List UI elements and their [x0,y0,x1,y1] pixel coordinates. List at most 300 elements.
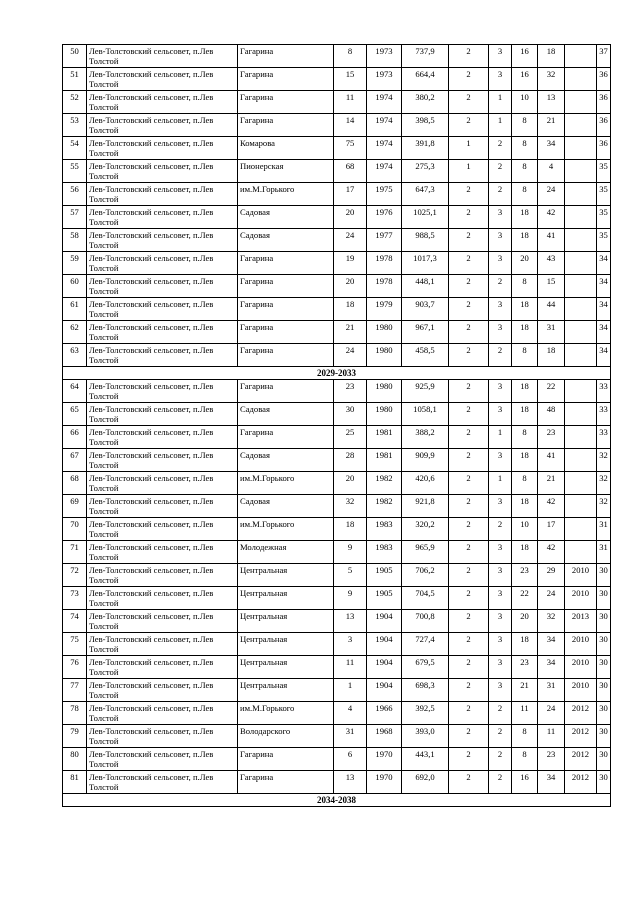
residents-cell: 24 [538,587,565,609]
row-number: 65 [63,403,87,425]
table-row [63,610,611,633]
entrances-cell: 3 [489,380,512,402]
residents-cell: 32 [538,68,565,90]
residents-cell: 24 [538,702,565,724]
wear-percent-cell: 32 [597,449,611,471]
repair-year-cell: 2013 [565,610,597,632]
residents-cell: 34 [538,771,565,793]
settlement-cell: Лев-Толстовский сельсовет, п.Лев Толстой [87,380,238,402]
table-row [63,321,611,344]
wear-percent-cell: 34 [597,275,611,297]
entrances-cell: 3 [489,206,512,228]
settlement-cell: Лев-Толстовский сельсовет, п.Лев Толстой [87,229,238,251]
wear-percent-cell: 30 [597,564,611,586]
entrances-cell: 2 [489,725,512,747]
year-built-cell: 1983 [367,518,402,540]
settlement-cell: Лев-Толстовский сельсовет, п.Лев Толстой [87,679,238,701]
table-row [63,679,611,702]
flats-cell: 18 [512,206,538,228]
house-number-cell: 17 [334,183,367,205]
residents-cell: 11 [538,725,565,747]
entrances-cell: 3 [489,403,512,425]
wear-percent-cell: 33 [597,380,611,402]
area-cell: 388,2 [402,426,449,448]
residents-cell: 34 [538,137,565,159]
residents-cell: 21 [538,114,565,136]
entrances-cell: 2 [489,137,512,159]
wear-percent-cell: 31 [597,541,611,563]
repair-year-cell: 2010 [565,656,597,678]
residents-cell: 32 [538,610,565,632]
repair-year-cell: 2012 [565,748,597,770]
entrances-cell: 1 [489,114,512,136]
wear-percent-cell: 32 [597,472,611,494]
year-built-cell: 1973 [367,68,402,90]
wear-percent-cell: 30 [597,702,611,724]
wear-percent-cell: 30 [597,748,611,770]
entrances-cell: 2 [489,771,512,793]
area-cell: 458,5 [402,344,449,366]
residents-cell: 42 [538,495,565,517]
flats-cell: 18 [512,633,538,655]
house-number-cell: 11 [334,656,367,678]
wear-percent-cell: 30 [597,771,611,793]
settlement-cell: Лев-Толстовский сельсовет, п.Лев Толстой [87,45,238,67]
wear-percent-cell: 36 [597,114,611,136]
residents-cell: 23 [538,748,565,770]
entrances-cell: 2 [489,160,512,182]
entrances-cell: 2 [489,518,512,540]
year-built-cell: 1978 [367,275,402,297]
entrances-cell: 3 [489,587,512,609]
floors-cell: 2 [449,472,489,494]
house-number-cell: 28 [334,449,367,471]
settlement-cell: Лев-Толстовский сельсовет, п.Лев Толстой [87,495,238,517]
residents-cell: 18 [538,344,565,366]
wear-percent-cell: 33 [597,403,611,425]
street-cell: им.М.Горького [238,472,334,494]
row-number: 76 [63,656,87,678]
wear-percent-cell: 34 [597,344,611,366]
flats-cell: 21 [512,679,538,701]
area-cell: 392,5 [402,702,449,724]
house-number-cell: 6 [334,748,367,770]
house-number-cell: 9 [334,541,367,563]
area-cell: 700,8 [402,610,449,632]
entrances-cell: 3 [489,321,512,343]
floors-cell: 2 [449,702,489,724]
year-built-cell: 1980 [367,321,402,343]
settlement-cell: Лев-Толстовский сельсовет, п.Лев Толстой [87,275,238,297]
repair-year-cell [565,518,597,540]
area-cell: 909,9 [402,449,449,471]
wear-percent-cell: 34 [597,252,611,274]
year-built-cell: 1904 [367,633,402,655]
table-row [63,68,611,91]
settlement-cell: Лев-Толстовский сельсовет, п.Лев Толстой [87,702,238,724]
house-number-cell: 20 [334,472,367,494]
floors-cell: 2 [449,748,489,770]
repair-year-cell [565,541,597,563]
street-cell: Гагарина [238,275,334,297]
year-built-cell: 1974 [367,91,402,113]
area-cell: 1058,1 [402,403,449,425]
repair-year-cell [565,183,597,205]
repair-year-cell: 2010 [565,564,597,586]
floors-cell: 2 [449,91,489,113]
row-number: 69 [63,495,87,517]
wear-percent-cell: 32 [597,495,611,517]
street-cell: Садовая [238,495,334,517]
table-row [63,472,611,495]
residents-cell: 17 [538,518,565,540]
house-number-cell: 21 [334,321,367,343]
year-built-cell: 1977 [367,229,402,251]
house-number-cell: 19 [334,252,367,274]
settlement-cell: Лев-Толстовский сельсовет, п.Лев Толстой [87,298,238,320]
row-number: 55 [63,160,87,182]
wear-percent-cell: 31 [597,518,611,540]
repair-year-cell [565,321,597,343]
year-built-cell: 1970 [367,771,402,793]
row-number: 79 [63,725,87,747]
row-number: 75 [63,633,87,655]
table-row [63,114,611,137]
street-cell: Гагарина [238,380,334,402]
wear-percent-cell: 35 [597,183,611,205]
street-cell: Володарского [238,725,334,747]
year-built-cell: 1976 [367,206,402,228]
repair-year-cell [565,160,597,182]
house-number-cell: 75 [334,137,367,159]
row-number: 56 [63,183,87,205]
settlement-cell: Лев-Толстовский сельсовет, п.Лев Толстой [87,518,238,540]
table-row [63,564,611,587]
house-number-cell: 13 [334,771,367,793]
entrances-cell: 3 [489,656,512,678]
flats-cell: 8 [512,137,538,159]
street-cell: Гагарина [238,321,334,343]
street-cell: Гагарина [238,91,334,113]
house-number-cell: 20 [334,275,367,297]
year-built-cell: 1982 [367,495,402,517]
street-cell: Гагарина [238,771,334,793]
settlement-cell: Лев-Толстовский сельсовет, п.Лев Толстой [87,633,238,655]
street-cell: Гагарина [238,45,334,67]
row-number: 81 [63,771,87,793]
area-cell: 448,1 [402,275,449,297]
entrances-cell: 3 [489,541,512,563]
house-number-cell: 11 [334,91,367,113]
repair-year-cell [565,472,597,494]
floors-cell: 2 [449,518,489,540]
floors-cell: 2 [449,587,489,609]
street-cell: Садовая [238,449,334,471]
residents-cell: 13 [538,91,565,113]
street-cell: Центральная [238,587,334,609]
year-built-cell: 1978 [367,252,402,274]
area-cell: 443,1 [402,748,449,770]
year-built-cell: 1974 [367,137,402,159]
floors-cell: 2 [449,403,489,425]
house-number-cell: 31 [334,725,367,747]
row-number: 73 [63,587,87,609]
row-number: 53 [63,114,87,136]
year-built-cell: 1980 [367,380,402,402]
flats-cell: 18 [512,541,538,563]
repair-year-cell [565,495,597,517]
floors-cell: 2 [449,68,489,90]
residents-cell: 29 [538,564,565,586]
area-cell: 737,9 [402,45,449,67]
floors-cell: 2 [449,679,489,701]
residents-cell: 15 [538,275,565,297]
street-cell: Центральная [238,679,334,701]
wear-percent-cell: 36 [597,68,611,90]
table-row [63,91,611,114]
street-cell: Центральная [238,656,334,678]
flats-cell: 8 [512,160,538,182]
flats-cell: 8 [512,748,538,770]
area-cell: 380,2 [402,91,449,113]
year-built-cell: 1982 [367,472,402,494]
row-number: 66 [63,426,87,448]
repair-year-cell [565,252,597,274]
settlement-cell: Лев-Толстовский сельсовет, п.Лев Толстой [87,321,238,343]
area-cell: 1017,3 [402,252,449,274]
table-row [63,748,611,771]
street-cell: Гагарина [238,344,334,366]
entrances-cell: 3 [489,679,512,701]
repair-year-cell [565,449,597,471]
floors-cell: 2 [449,380,489,402]
repair-year-cell: 2012 [565,702,597,724]
residents-cell: 18 [538,45,565,67]
residents-cell: 42 [538,541,565,563]
settlement-cell: Лев-Толстовский сельсовет, п.Лев Толстой [87,91,238,113]
wear-percent-cell: 34 [597,298,611,320]
residents-cell: 41 [538,449,565,471]
row-number: 63 [63,344,87,366]
year-built-cell: 1973 [367,45,402,67]
residents-cell: 4 [538,160,565,182]
street-cell: Гагарина [238,68,334,90]
floors-cell: 2 [449,633,489,655]
residents-cell: 31 [538,321,565,343]
house-number-cell: 5 [334,564,367,586]
street-cell: Молодежная [238,541,334,563]
flats-cell: 10 [512,518,538,540]
house-number-cell: 20 [334,206,367,228]
year-built-cell: 1974 [367,160,402,182]
row-number: 50 [63,45,87,67]
entrances-cell: 3 [489,449,512,471]
year-built-cell: 1980 [367,403,402,425]
floors-cell: 2 [449,610,489,632]
repair-year-cell [565,91,597,113]
area-cell: 903,7 [402,298,449,320]
flats-cell: 8 [512,344,538,366]
year-built-cell: 1905 [367,587,402,609]
repair-year-cell: 2012 [565,725,597,747]
house-number-cell: 18 [334,298,367,320]
area-cell: 275,3 [402,160,449,182]
area-cell: 647,3 [402,183,449,205]
entrances-cell: 3 [489,495,512,517]
table-row [63,495,611,518]
entrances-cell: 1 [489,472,512,494]
street-cell: Гагарина [238,298,334,320]
house-number-cell: 14 [334,114,367,136]
floors-cell: 2 [449,541,489,563]
wear-percent-cell: 30 [597,610,611,632]
settlement-cell: Лев-Толстовский сельсовет, п.Лев Толстой [87,160,238,182]
row-number: 61 [63,298,87,320]
settlement-cell: Лев-Толстовский сельсовет, п.Лев Толстой [87,114,238,136]
repair-year-cell [565,229,597,251]
row-number: 58 [63,229,87,251]
settlement-cell: Лев-Толстовский сельсовет, п.Лев Толстой [87,725,238,747]
street-cell: Центральная [238,610,334,632]
floors-cell: 2 [449,771,489,793]
area-cell: 965,9 [402,541,449,563]
row-number: 80 [63,748,87,770]
floors-cell: 2 [449,321,489,343]
entrances-cell: 2 [489,748,512,770]
entrances-cell: 3 [489,252,512,274]
settlement-cell: Лев-Толстовский сельсовет, п.Лев Толстой [87,748,238,770]
repair-year-cell: 2010 [565,679,597,701]
table-row [63,137,611,160]
entrances-cell: 2 [489,275,512,297]
row-number: 64 [63,380,87,402]
residents-cell: 34 [538,656,565,678]
floors-cell: 1 [449,137,489,159]
entrances-cell: 3 [489,68,512,90]
floors-cell: 2 [449,183,489,205]
house-number-cell: 15 [334,68,367,90]
table-row [63,275,611,298]
year-built-cell: 1905 [367,564,402,586]
settlement-cell: Лев-Толстовский сельсовет, п.Лев Толстой [87,137,238,159]
wear-percent-cell: 34 [597,321,611,343]
area-cell: 988,5 [402,229,449,251]
repair-year-cell: 2010 [565,633,597,655]
repair-year-cell [565,206,597,228]
settlement-cell: Лев-Толстовский сельсовет, п.Лев Толстой [87,564,238,586]
house-number-cell: 32 [334,495,367,517]
year-built-cell: 1904 [367,656,402,678]
settlement-cell: Лев-Толстовский сельсовет, п.Лев Толстой [87,541,238,563]
table-row [63,771,611,794]
flats-cell: 18 [512,229,538,251]
wear-percent-cell: 30 [597,679,611,701]
flats-cell: 20 [512,610,538,632]
table-row [63,587,611,610]
floors-cell: 2 [449,298,489,320]
flats-cell: 16 [512,45,538,67]
flats-cell: 8 [512,114,538,136]
year-built-cell: 1981 [367,449,402,471]
year-built-cell: 1981 [367,426,402,448]
flats-cell: 18 [512,403,538,425]
row-number: 68 [63,472,87,494]
area-cell: 420,6 [402,472,449,494]
street-cell: Центральная [238,564,334,586]
year-built-cell: 1904 [367,679,402,701]
wear-percent-cell: 37 [597,45,611,67]
flats-cell: 16 [512,68,538,90]
floors-cell: 2 [449,344,489,366]
period-section-header: 2029-2033 [63,367,611,380]
flats-cell: 8 [512,472,538,494]
row-number: 52 [63,91,87,113]
year-built-cell: 1980 [367,344,402,366]
residents-cell: 41 [538,229,565,251]
flats-cell: 18 [512,449,538,471]
floors-cell: 2 [449,656,489,678]
residents-cell: 44 [538,298,565,320]
area-cell: 727,4 [402,633,449,655]
house-number-cell: 24 [334,229,367,251]
row-number: 62 [63,321,87,343]
housing-table [62,44,611,807]
row-number: 67 [63,449,87,471]
area-cell: 320,2 [402,518,449,540]
entrances-cell: 3 [489,564,512,586]
residents-cell: 24 [538,183,565,205]
flats-cell: 10 [512,91,538,113]
settlement-cell: Лев-Толстовский сельсовет, п.Лев Толстой [87,610,238,632]
table-row [63,344,611,367]
repair-year-cell [565,137,597,159]
settlement-cell: Лев-Толстовский сельсовет, п.Лев Толстой [87,403,238,425]
settlement-cell: Лев-Толстовский сельсовет, п.Лев Толстой [87,656,238,678]
area-cell: 679,5 [402,656,449,678]
area-cell: 704,5 [402,587,449,609]
floors-cell: 2 [449,449,489,471]
repair-year-cell [565,426,597,448]
wear-percent-cell: 33 [597,426,611,448]
settlement-cell: Лев-Толстовский сельсовет, п.Лев Толстой [87,252,238,274]
flats-cell: 23 [512,564,538,586]
repair-year-cell [565,344,597,366]
wear-percent-cell: 36 [597,137,611,159]
settlement-cell: Лев-Толстовский сельсовет, п.Лев Толстой [87,426,238,448]
table-row [63,518,611,541]
table-row [63,633,611,656]
entrances-cell: 1 [489,426,512,448]
repair-year-cell: 2012 [565,771,597,793]
table-row [63,403,611,426]
settlement-cell: Лев-Толстовский сельсовет, п.Лев Толстой [87,344,238,366]
repair-year-cell [565,68,597,90]
flats-cell: 8 [512,183,538,205]
flats-cell: 16 [512,771,538,793]
residents-cell: 21 [538,472,565,494]
row-number: 78 [63,702,87,724]
floors-cell: 2 [449,564,489,586]
wear-percent-cell: 30 [597,587,611,609]
street-cell: им.М.Горького [238,183,334,205]
residents-cell: 31 [538,679,565,701]
repair-year-cell [565,114,597,136]
area-cell: 706,2 [402,564,449,586]
residents-cell: 22 [538,380,565,402]
house-number-cell: 13 [334,610,367,632]
house-number-cell: 68 [334,160,367,182]
entrances-cell: 2 [489,183,512,205]
